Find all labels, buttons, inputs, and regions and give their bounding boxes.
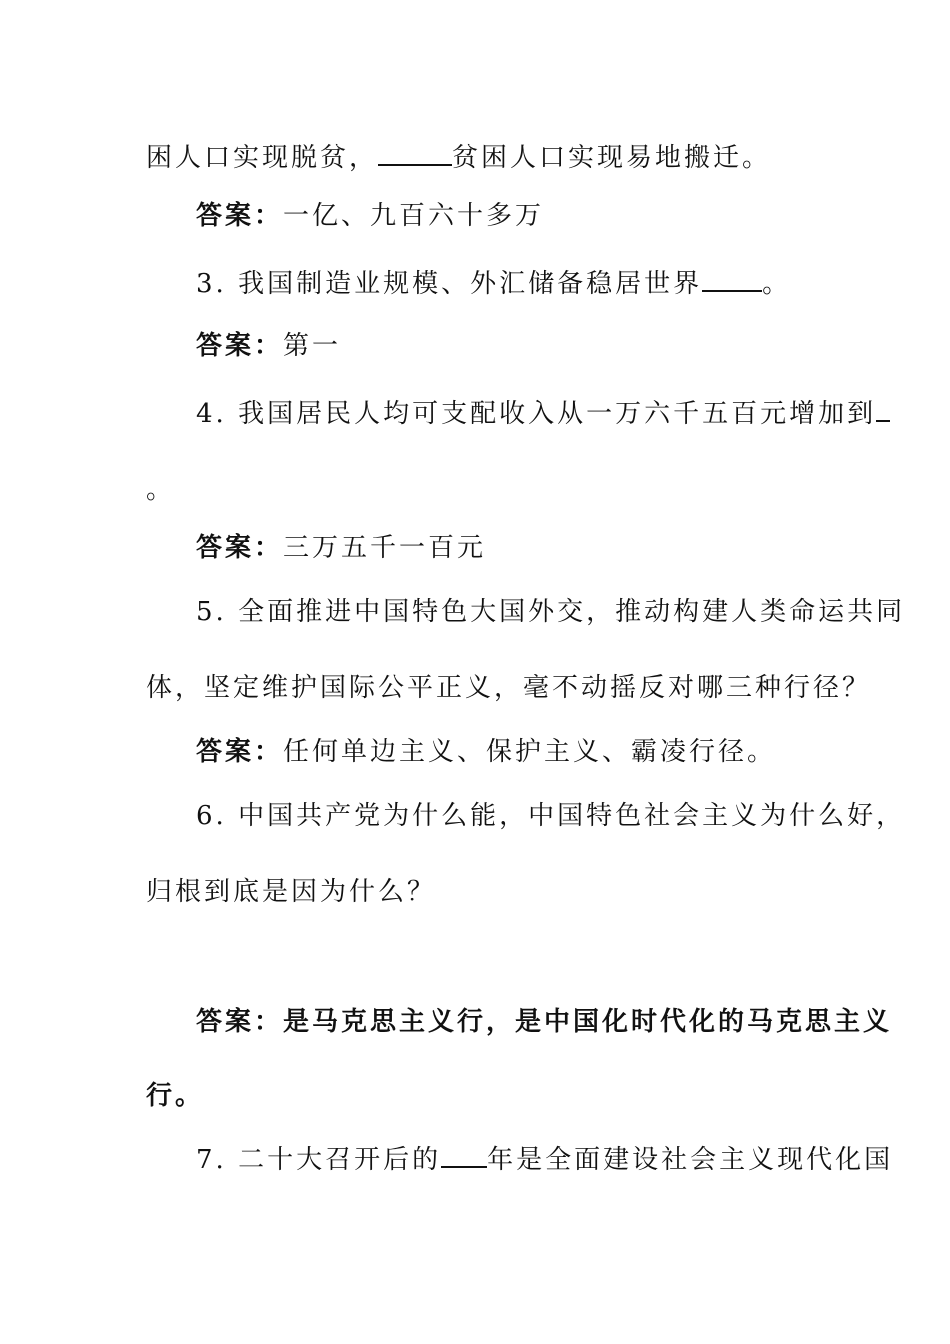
answer-text: 一亿、九百六十多万 — [283, 201, 545, 231]
question-2-text-b: 贫困人口实现易地搬迁。 — [452, 143, 772, 173]
answer-2 — [196, 200, 544, 232]
question-4-line-2 — [146, 474, 175, 506]
answer-6-line-1 — [196, 1006, 892, 1038]
question-6-line-1 — [196, 800, 905, 832]
question-5-line-1 — [196, 596, 905, 628]
question-3-text-b: 。 — [762, 269, 792, 299]
question-7-line-1 — [196, 1142, 893, 1176]
answer-text: 三万五千一百元 — [283, 533, 487, 563]
answer-4 — [196, 532, 486, 564]
question-5-text-b: 体，坚定维护国际公平正义，毫不动摇反对哪三种行径？ — [146, 673, 872, 703]
answer-3 — [196, 330, 341, 362]
answer-blank — [441, 1142, 487, 1168]
answer-5 — [196, 736, 776, 768]
question-2-text-a: 困人口实现脱贫， — [146, 143, 379, 173]
question-6-text-a: 6. 中国共产党为什么能，中国特色社会主义为什么好， — [196, 801, 906, 831]
answer-label: 答案： — [196, 533, 284, 563]
answer-blank — [378, 140, 452, 166]
answer-text: 第一 — [283, 331, 342, 361]
question-5-line-2 — [146, 672, 871, 704]
question-6-line-2 — [146, 876, 436, 908]
question-7-text-a: 7. 二十大召开后的 — [196, 1145, 442, 1175]
question-3 — [196, 266, 791, 300]
answer-text: 任何单边主义、保护主义、霸凌行径。 — [283, 737, 777, 767]
question-4-text-b: 。 — [146, 475, 176, 505]
question-5-text-a: 5. 全面推进中国特色大国外交，推动构建人类命运共同 — [196, 597, 906, 627]
question-2-continuation — [146, 140, 771, 174]
answer-blank — [876, 396, 890, 422]
answer-label: 答案： — [196, 331, 284, 361]
question-7-text-b: 年是全面建设社会主义现代化国 — [487, 1145, 894, 1175]
answer-blank — [702, 266, 762, 292]
question-4-line-1 — [196, 396, 890, 430]
answer-text-continued: 行。 — [146, 1081, 205, 1111]
answer-6-line-2 — [146, 1080, 204, 1112]
answer-text: 是马克思主义行，是中国化时代化的马克思主义 — [283, 1007, 893, 1037]
question-4-text-a: 4. 我国居民人均可支配收入从一万六千五百元增加到 — [196, 399, 877, 429]
question-3-text-a: 3. 我国制造业规模、外汇储备稳居世界 — [196, 269, 703, 299]
answer-label: 答案： — [196, 201, 284, 231]
question-6-text-b: 归根到底是因为什么？ — [146, 877, 437, 907]
answer-label: 答案： — [196, 1007, 284, 1037]
answer-label: 答案： — [196, 737, 284, 767]
